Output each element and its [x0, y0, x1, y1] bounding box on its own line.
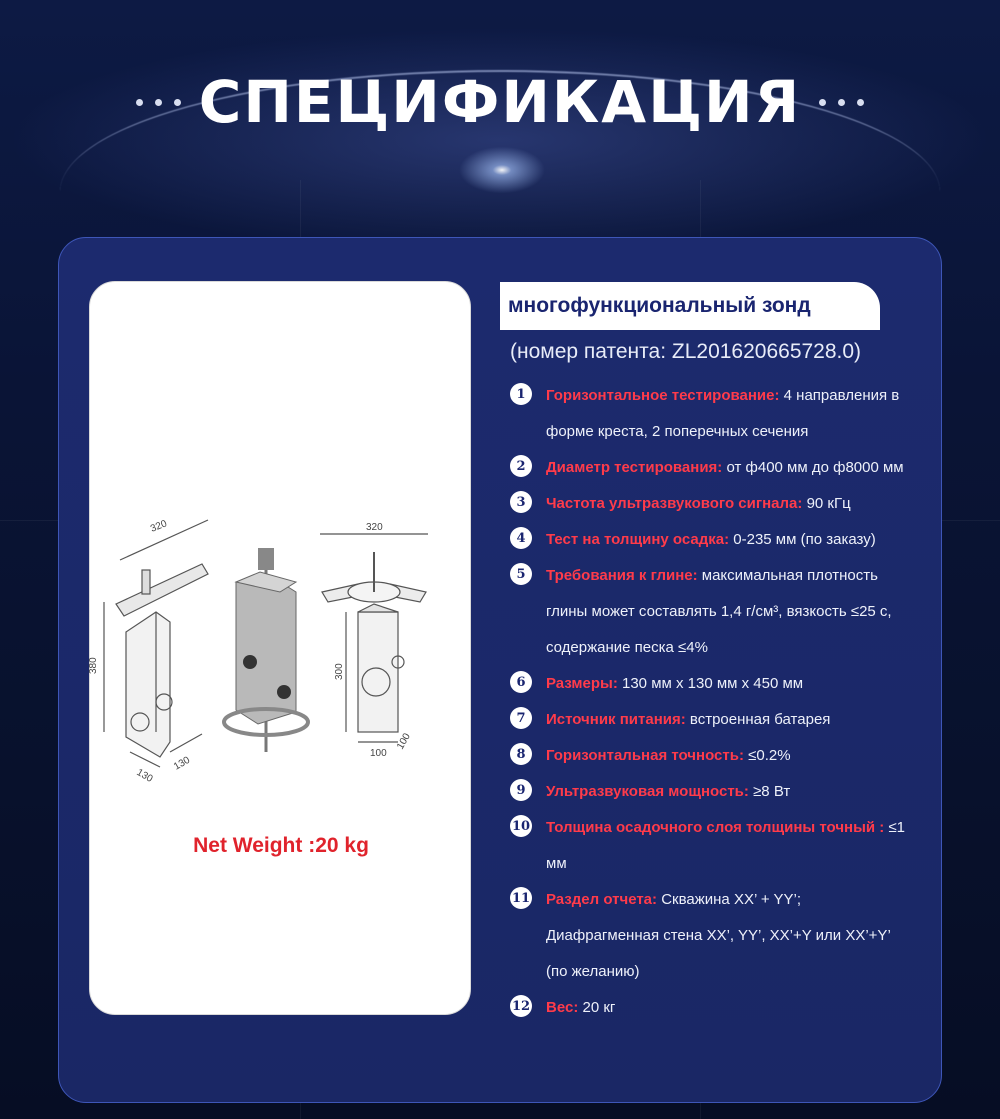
spec-text — [546, 558, 910, 666]
page-title: СПЕЦИФИКАЦИЯ — [198, 68, 802, 136]
dim-label-100-b: 100 — [395, 731, 413, 752]
product-name-tab — [500, 282, 880, 330]
spec-text — [546, 666, 803, 702]
spec-number-badge: 12 — [510, 995, 532, 1017]
spec-value: ≤0.2% — [743, 747, 791, 764]
spec-number-badge: 1 — [510, 383, 532, 405]
spec-label: Тест на толщину осадка: — [546, 531, 730, 548]
spec-number-badge: 11 — [510, 887, 532, 909]
dim-label-320-right: 320 — [366, 522, 383, 533]
dim-label-130-a: 130 — [134, 767, 155, 785]
header — [0, 62, 1000, 142]
spec-text — [546, 810, 910, 882]
spec-label: Диаметр тестирования: — [546, 459, 723, 476]
spec-item — [510, 450, 910, 486]
spec-value: максимальная плотность глины может составлять 1,4 г/см³, вязкость ≤25 с, содержание песка ≤4% — [546, 567, 892, 656]
product-name: многофункциональный зонд — [508, 294, 811, 317]
spec-label: Горизонтальная точность: — [546, 747, 744, 764]
light-flare — [447, 140, 557, 200]
spec-text — [546, 378, 910, 450]
spec-value: 130 мм х 130 мм х 450 мм — [617, 675, 804, 692]
spec-value: 20 кг — [578, 999, 616, 1016]
dim-label-320-left: 320 — [149, 518, 169, 535]
right-technical-drawing — [320, 534, 428, 742]
left-technical-drawing — [104, 520, 208, 767]
spec-text — [546, 738, 791, 774]
spec-text — [546, 522, 876, 558]
spec-text — [546, 990, 615, 1026]
spec-label: Раздел отчета: — [546, 891, 658, 908]
product-photo-card — [89, 281, 471, 1015]
spec-text — [546, 450, 904, 486]
center-product-photo — [224, 548, 308, 752]
spec-number-badge: 9 — [510, 779, 532, 801]
spec-label: Вес: — [546, 999, 579, 1016]
title-dots-left — [136, 99, 181, 106]
spec-label: Горизонтальное тестирование: — [546, 387, 780, 404]
dim-label-130-b: 130 — [172, 754, 192, 773]
dim-label-100-a: 100 — [370, 748, 387, 759]
spec-text — [546, 882, 910, 990]
spec-number-badge: 7 — [510, 707, 532, 729]
spec-label: Размеры: — [546, 675, 618, 692]
spec-item — [510, 810, 910, 882]
spec-label: Требования к глине: — [546, 567, 698, 584]
spec-number-badge: 5 — [510, 563, 532, 585]
spec-number-badge: 6 — [510, 671, 532, 693]
spec-value: встроенная батарея — [685, 711, 831, 728]
spec-text — [546, 774, 790, 810]
patent-number: (номер патента: ZL201620665728.0) — [510, 340, 862, 363]
spec-item — [510, 882, 910, 990]
spec-value: ≤1 мм — [546, 819, 906, 872]
spec-item — [510, 486, 910, 522]
spec-item — [510, 990, 910, 1026]
spec-value: ≥8 Вт — [748, 783, 791, 800]
spec-label: Толщина осадочного слоя толщины точный : — [546, 819, 885, 836]
spec-value: 90 кГц — [802, 495, 851, 512]
spec-number-badge: 8 — [510, 743, 532, 765]
net-weight-label: Net Weight :20 kg — [193, 834, 369, 857]
spec-number-badge: 3 — [510, 491, 532, 513]
spec-item — [510, 558, 910, 666]
spec-value: 0-235 мм (по заказу) — [729, 531, 876, 548]
spec-value: от ф400 мм до ф8000 мм — [722, 459, 904, 476]
spec-label: Частота ультразвукового сигнала: — [546, 495, 803, 512]
spec-item — [510, 378, 910, 450]
spec-label: Источник питания: — [546, 711, 686, 728]
spec-text — [546, 486, 851, 522]
spec-item — [510, 702, 910, 738]
spec-item — [510, 774, 910, 810]
spec-item — [510, 522, 910, 558]
spec-number-badge: 10 — [510, 815, 532, 837]
spec-item — [510, 666, 910, 702]
spec-list — [510, 378, 910, 1026]
product-drawings — [90, 512, 472, 832]
spec-text — [546, 702, 830, 738]
spec-number-badge: 4 — [510, 527, 532, 549]
spec-value: 4 направления в форме креста, 2 поперечных сечения — [546, 387, 900, 440]
dim-label-380: 380 — [88, 657, 99, 674]
title-dots-right — [819, 99, 864, 106]
spec-value: Скважина XX’ + YY’; Диафрагменная стена XX’, YY’, XX’+Y или XX’+Y’ (по желанию) — [546, 891, 891, 980]
spec-label: Ультразвуковая мощность: — [546, 783, 749, 800]
spec-number-badge: 2 — [510, 455, 532, 477]
dim-label-300: 300 — [334, 663, 345, 680]
spec-item — [510, 738, 910, 774]
